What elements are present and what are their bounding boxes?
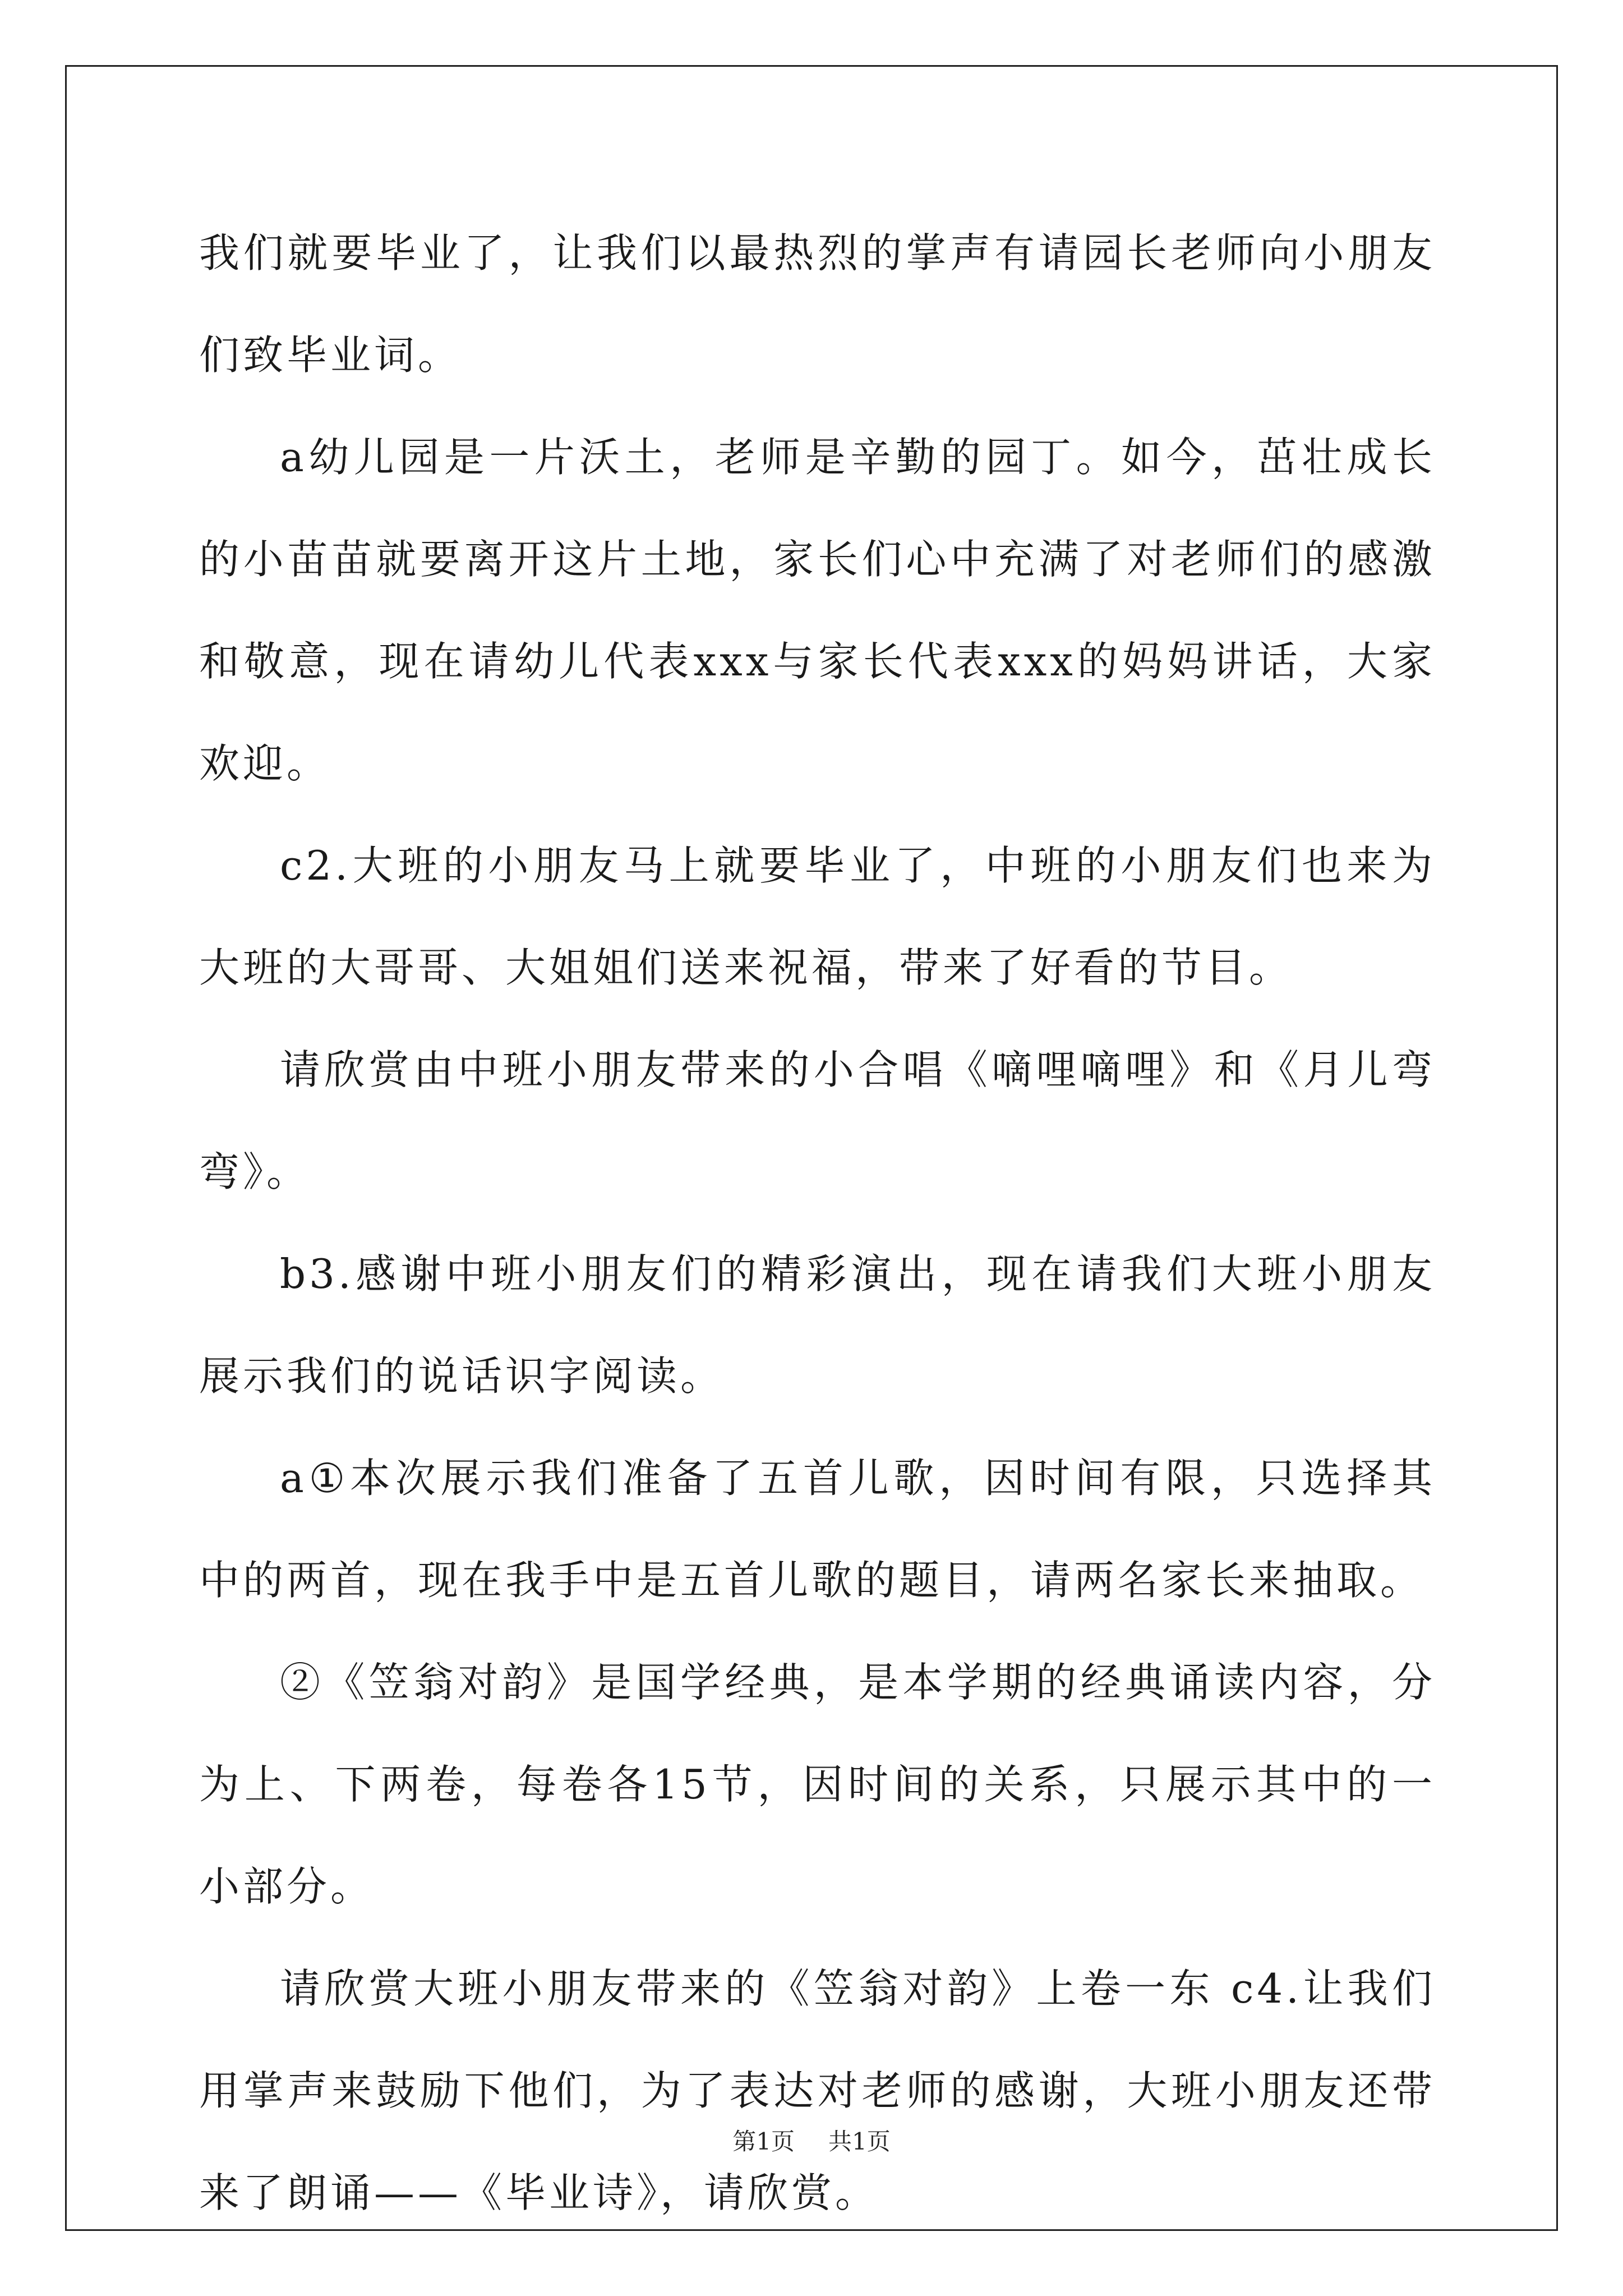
document-body (199, 202, 1436, 2244)
paragraph-1: 我们就要毕业了，让我们以最热烈的掌声有请园长老师向小朋友们致毕业词。 (199, 229, 1436, 379)
paragraph-2: a幼儿园是一片沃土，老师是辛勤的园丁。如今，茁壮成长的小苗苗就要离开这片土地，家长们心中充满了对老师们的感激和敬意，现在请幼儿代表xxx与家长代表xxx的妈妈讲话，大家欢迎。 (199, 434, 1436, 787)
paragraph-6: a①本次展示我们准备了五首儿歌，因时间有限，只选择其中的两首，现在我手中是五首儿歌的题目，请两名家长来抽取。 (199, 1455, 1436, 1604)
paragraph-4: 请欣赏由中班小朋友带来的小合唱《嘀哩嘀哩》和《月儿弯弯》。 (199, 1046, 1436, 1195)
page-number: 第1页 (732, 2128, 795, 2155)
paragraph-5: b3.感谢中班小朋友们的精彩演出，现在请我们大班小朋友展示我们的说话识字阅读。 (199, 1250, 1436, 1400)
paragraph-7: ②《笠翁对韵》是国学经典，是本学期的经典诵读内容，分为上、下两卷，每卷各15节，因时间的关系，只展示其中的一小部分。 (199, 1659, 1436, 1910)
page-total: 共1页 (828, 2128, 891, 2155)
paragraph-8: 请欣赏大班小朋友带来的《笠翁对韵》上卷一东 c4.让我们用掌声来鼓励下他们，为了表达对老师的感谢，大班小朋友还带来了朗诵——《毕业诗》，请欣赏。 (199, 1965, 1436, 2216)
paragraph-3: c2.大班的小朋友马上就要毕业了，中班的小朋友们也来为大班的大哥哥、大姐姐们送来祝福，带来了好看的节目。 (199, 842, 1436, 991)
page-footer (0, 2123, 1623, 2157)
